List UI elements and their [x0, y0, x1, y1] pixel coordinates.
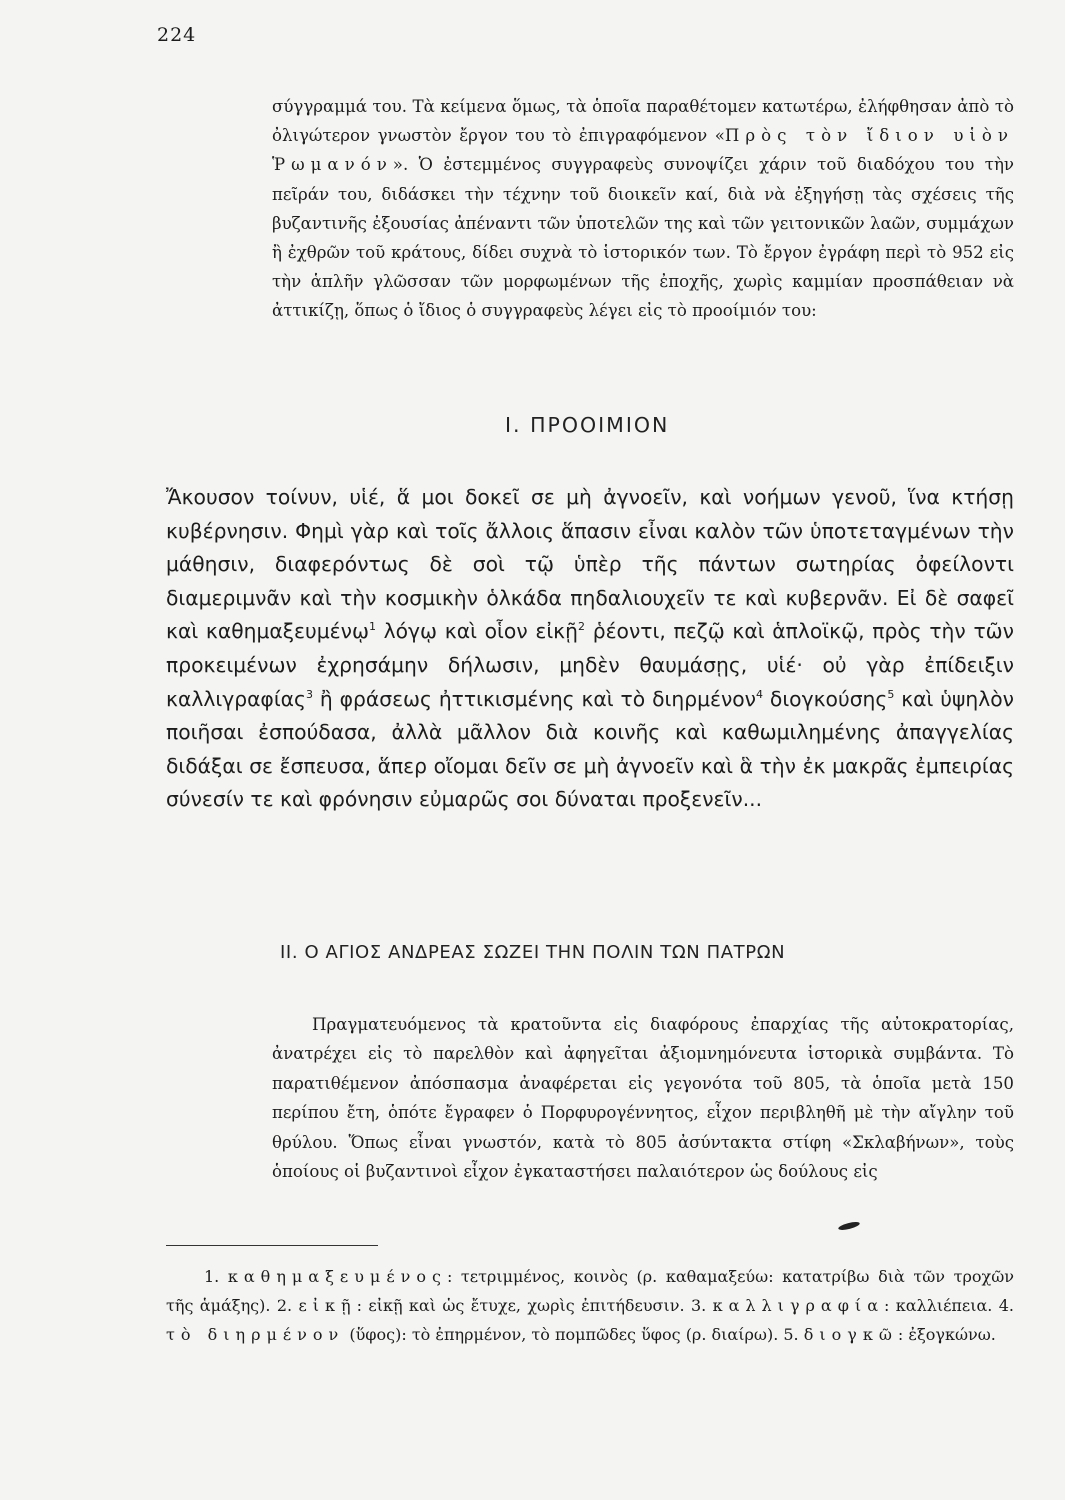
ink-mark [838, 1220, 861, 1231]
footnote-ref-1[interactable]: 1 [368, 620, 376, 634]
intro-text-1: σύγγραμμά του. Τὰ κείμενα ὅμως, τὰ ὁποῖα παραθέτομεν κατωτέρω, ἐλήφθησαν ἀπὸ τὸ ὀλιγώτερον γνωστὸν ἔργον του τὸ ἐπιγραφόμενον « [272, 97, 1014, 146]
footnote-text: : ἐξογκώνω. [897, 1325, 996, 1345]
footnote-term: τὸ διηρμένον [166, 1325, 345, 1345]
footnote-term: διογκῶ [803, 1325, 898, 1345]
quote-text: ἢ φράσεως ἠττικισμένης καὶ τὸ διηρμένον [312, 686, 757, 711]
quote-text: ῥέοντι, πεζῷ καὶ ἁπλοϊκῷ, πρὸς τὴν τῶν προκειμένων ἐχρησάμην δήλωσιν, μηδὲν θαυμάσῃς, υἱέ· οὐ γὰρ ἐπίδειξιν καλλιγραφίας [166, 619, 1014, 711]
quote-text: Ἄκουσον τοίνυν, υἱέ, ἅ μοι δοκεῖ σε μὴ ἀγνοεῖν, καὶ νοήμων γενοῦ, ἵνα κτήσῃ κυβέρνησιν. Φημὶ γὰρ καὶ τοῖς ἄλλοις ἅπασιν εἶναι καλὸν τῶν ὑποτεταγμένων τὴν μάθησιν, διαφερόντως δὲ σοὶ τῷ ὑπὲρ τῆς πάντων σωτηρίας ὀφείλοντι διαμεριμνᾶν καὶ τὴν κοσμικὴν ὁλκάδα πηδαλιουχεῖν τε καὶ κυβερνᾶν. Εἰ δὲ σαφεῖ καὶ καθημαξευμένῳ [166, 485, 1014, 644]
intro-paragraph [272, 92, 1014, 326]
footnote-number: 3. [690, 1296, 713, 1316]
footnote-text: : τετριμμένος, κοινὸς (ρ. καθαμαξεύω: κατατρίβω διὰ τῶν τροχῶν τῆς ἁμάξης). [166, 1267, 1014, 1316]
footnote-divider [166, 1245, 378, 1246]
quote-text: λόγῳ καὶ οἷον εἰκῇ [375, 619, 578, 644]
footnote-text: : εἰκῇ καὶ ὡς ἔτυχε, χωρὶς ἐπιτήδευσιν. [356, 1296, 691, 1316]
footnote-ref-3[interactable]: 3 [305, 687, 313, 701]
narrative-paragraph: Πραγματευόμενος τὰ κρατοῦντα εἰς διαφόρους ἐπαρχίας τῆς αὐτοκρατορίας, ἀνατρέχει εἰς τὸ παρελθὸν καὶ ἀφηγεῖται ἀξιομνημόνευτα ἱστορικὰ συμβάντα. Τὸ παρατιθέμενον ἀπόσπασμα ἀναφέρεται εἰς γεγονότα τοῦ 805, τὰ ὁποῖα μετὰ 150 περίπου ἔτη, ὁπότε ἔγραφεν ὁ Πορφυρογέννητος, εἶχον περιβληθῆ μὲ τὴν αἴγλην τοῦ θρύλου. Ὅπως εἶναι γνωστόν, κατὰ τὸ 805 ἀσύντακτα στίφη «Σκλαβήνων», τοὺς ὁποίους οἱ βυζαντινοὶ εἶχον ἐγκαταστήσει παλαιότερον ὡς δούλους εἰς [272, 1015, 1014, 1182]
page-number: 224 [157, 24, 197, 46]
footnote-term: εἰκῇ [298, 1296, 357, 1316]
section-heading-agios-andreas: ΙΙ. Ο ΑΓΙΟΣ ΑΝΔΡΕΑΣ ΣΩΖΕΙ ΤΗΝ ΠΟΛΙΝ ΤΩΝ ΠΑΤΡΩΝ [280, 942, 786, 963]
quote-text: καὶ ὑψηλὸν ποιῆσαι ἐσπούδασα, ἀλλὰ μᾶλλον διὰ κοινῆς καὶ καθωμιλημένης ἀπαγγελίας διδάξαι σε ἔσπευσα, ἅπερ οἴομαι δεῖν σε μὴ ἀγνοεῖν καὶ ἃ τὴν ἐκ μακρᾶς ἐμπειρίας σύνεσίν τε καὶ φρόνησιν εὐμαρῶς σοι δύναται προξενεῖν... [166, 686, 1014, 812]
footnote-term: καλλιγραφία [712, 1296, 884, 1316]
footnote-number: 2. [276, 1296, 299, 1316]
prooimion-quote [166, 481, 1014, 817]
footnote-number: 5. [783, 1325, 804, 1345]
footnote-ref-4[interactable]: 4 [756, 687, 764, 701]
footnote-text: : καλλιέπεια. [884, 1296, 999, 1316]
intro-text-2: ». Ὁ ἐστεμμένος συγγραφεὺς συνοψίζει χάριν τοῦ διαδόχου του τὴν πεῖράν του, διδάσκει τὴν τέχνην τοῦ διοικεῖν καί, διὰ νὰ ἐξηγήσῃ τὰς σχέσεις τῆς βυζαντινῆς ἐξουσίας ἀπέναντι τῶν ὑποτελῶν της καὶ τῶν γειτονικῶν λαῶν, συμμάχων ἢ ἐχθρῶν τοῦ κράτους, δίδει συχνὰ τὸ ἱστορικόν των. Τὸ ἔργον ἐγράφη περὶ τὸ 952 εἰς τὴν ἁπλῆν γλῶσσαν τῶν μορφωμένων τῆς ἐποχῆς, χωρὶς καμμίαν προσπάθειαν νὰ ἀττικίζῃ, ὅπως ὁ ἴδιος ὁ συγγραφεὺς λέγει εἰς τὸ προοίμιόν του: [272, 155, 1014, 321]
footnote-ref-5[interactable]: 5 [887, 687, 895, 701]
footnote-ref-2[interactable]: 2 [578, 620, 585, 634]
footnote-text: (ὕφος): τὸ ἐπηρμένον, τὸ πομπῶδες ὕφος (ρ. διαίρω). [344, 1325, 784, 1345]
footnote-number: 4. [998, 1296, 1015, 1316]
footnote-term: καθημαξευμένος [227, 1267, 447, 1286]
intro-spaced-title: Πρὸς τὸν ἴδιον υἱὸν Ῥωμανόν [272, 126, 1014, 175]
footnote-number: 1. [204, 1267, 228, 1286]
quote-text: διογκούσης [763, 686, 888, 711]
section-heading-prooimion: Ι. ΠΡΟΟΙΜΙΟΝ [505, 413, 670, 437]
footnotes [166, 1262, 1014, 1350]
